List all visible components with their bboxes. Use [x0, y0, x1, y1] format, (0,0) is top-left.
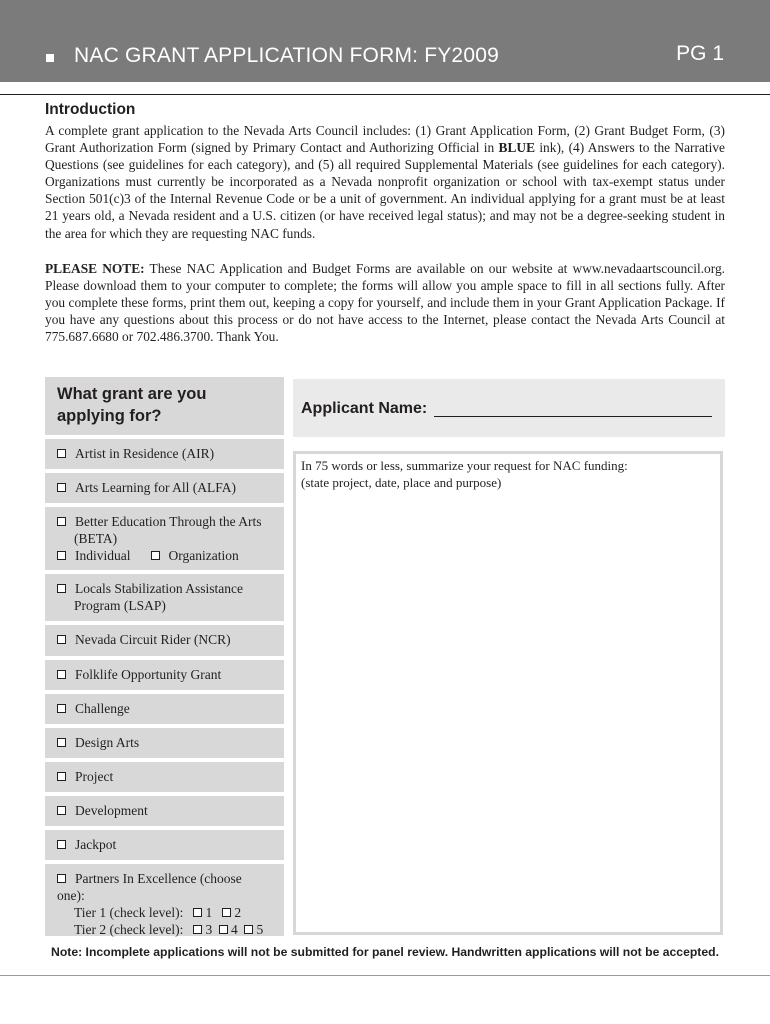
- checkbox-beta-individual[interactable]: [57, 551, 66, 560]
- applicant-name-section: [293, 379, 725, 437]
- footer-note: Note: Incomplete applications will not be submitted for panel review. Handwritten applications will not be accepted.: [51, 945, 719, 959]
- page-header: [0, 0, 770, 82]
- checkbox-folklife[interactable]: [57, 670, 66, 679]
- page-number: PG 1: [676, 42, 724, 65]
- intro-heading: Introduction: [45, 101, 136, 118]
- applicant-name-field[interactable]: [434, 416, 712, 417]
- checkbox-alfa[interactable]: [57, 483, 66, 492]
- option-development[interactable]: Development: [45, 796, 284, 826]
- option-lsap[interactable]: Locals Stabilization Assistance Program (LSAP): [45, 574, 284, 621]
- option-beta[interactable]: Better Education Through the Arts (BETA) Individual Organization: [45, 507, 284, 570]
- checkbox-development[interactable]: [57, 806, 66, 815]
- checkbox-tier2-level4[interactable]: [219, 925, 228, 934]
- checkbox-tier1-level2[interactable]: [222, 908, 231, 917]
- header-bullet-icon: [46, 54, 54, 62]
- please-note-paragraph: PLEASE NOTE: These NAC Application and Budget Forms are available on our website at www.nevadaartscouncil.org. Please download them to your computer to complete; the forms will allow you ample space to fill in all sections fully. After you complete these forms, print them out, keeping a copy for yourself, and include them in your Grant Application Package. If you have any questions about this process or do not have access to the Internet, please contact the Nevada Arts Council at 775.687.6680 or 702.486.3700. Thank You.: [45, 261, 725, 345]
- checkbox-beta[interactable]: [57, 517, 66, 526]
- option-project[interactable]: Project: [45, 762, 284, 792]
- checkbox-design-arts[interactable]: [57, 738, 66, 747]
- option-air[interactable]: Artist in Residence (AIR): [45, 439, 284, 469]
- summary-instructions: In 75 words or less, summarize your request for NAC funding: (state project, date, place and purpose): [301, 458, 628, 490]
- option-alfa[interactable]: Arts Learning for All (ALFA): [45, 473, 284, 503]
- option-partners-in-excellence[interactable]: Partners In Excellence (choose one): Tier 1 (check level): 1 2 Tier 2 (check level): 3 4 5: [45, 864, 284, 936]
- grant-selection-heading: What grant are you applying for?: [45, 377, 284, 435]
- option-ncr[interactable]: Nevada Circuit Rider (NCR): [45, 625, 284, 656]
- option-jackpot[interactable]: Jackpot: [45, 830, 284, 860]
- form-title: NAC GRANT APPLICATION FORM: FY2009: [74, 44, 499, 67]
- applicant-name-label: Applicant Name:: [301, 400, 428, 417]
- option-folklife[interactable]: Folklife Opportunity Grant: [45, 660, 284, 690]
- checkbox-pie[interactable]: [57, 874, 66, 883]
- checkbox-tier2-level5[interactable]: [244, 925, 253, 934]
- option-challenge[interactable]: Challenge: [45, 694, 284, 724]
- checkbox-lsap[interactable]: [57, 584, 66, 593]
- checkbox-beta-organization[interactable]: [151, 551, 160, 560]
- checkbox-ncr[interactable]: [57, 635, 66, 644]
- intro-paragraph: A complete grant application to the Nevada Arts Council includes: (1) Grant Application Form, (2) Grant Budget Form, (3) Grant Authorization Form (signed by Primary Contact and Authorizing Official in BLUE ink), (4) Answers to the Narrative Questions (see guidelines for each category), and (5) all required Supplemental Materials (see guidelines for each category). Organizations must currently be incorporated as a Nevada nonprofit organization or school with tax-exempt status under Section 501(c)3 of the Internal Revenue Code or be a unit of government. An individual applying for a grant must be at least 21 years old, a Nevada resident and a U.S. citizen (or have received legal status); and may not be a degree-seeking student in the area for which they are requesting NAC funds.: [45, 123, 725, 241]
- header-divider: [0, 94, 770, 95]
- checkbox-jackpot[interactable]: [57, 840, 66, 849]
- option-design-arts[interactable]: Design Arts: [45, 728, 284, 758]
- footer-divider: [0, 975, 770, 976]
- checkbox-air[interactable]: [57, 449, 66, 458]
- checkbox-tier1-level1[interactable]: [193, 908, 202, 917]
- checkbox-tier2-level3[interactable]: [193, 925, 202, 934]
- please-note-label: PLEASE NOTE:: [45, 261, 145, 276]
- checkbox-project[interactable]: [57, 772, 66, 781]
- summary-field[interactable]: [293, 451, 723, 935]
- checkbox-challenge[interactable]: [57, 704, 66, 713]
